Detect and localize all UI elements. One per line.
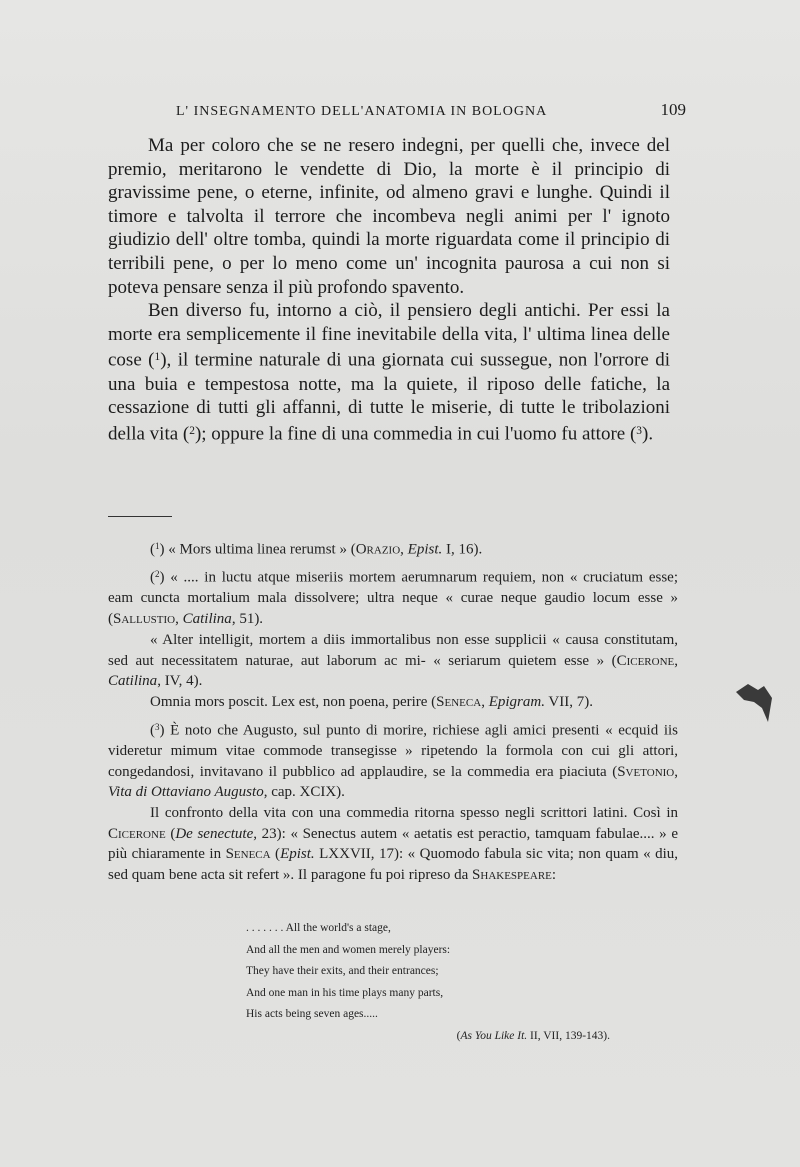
paragraph-2: Ben diverso fu, intorno a ciò, il pensiero degli antichi. Per essi la morte era semplicemente il fine inevitabile della vita, l' ultima linea delle cose ($^1$), il termine naturale di una giornata cui sussegue, non l'orrore di una buia e tempestosa notte, ma la quiete, il riposo delle fatiche, la cessazione di tutti gli affanni, di tutte le miserie, di tutte le tribolazioni della vita ($^2$); oppure la fine di una commedia in cui l'uomo fu attore ($^3$).: [108, 300, 671, 445]
page-number: 109: [660, 100, 686, 119]
poem-citation: (As You Like It. II, VII, 139-143).: [456, 1029, 610, 1042]
page-header: [176, 100, 686, 120]
poem-line: . . . . . . . All the world's a stage,: [246, 922, 391, 934]
footnote-2-cont-2: Omnia mors poscit. Lex est, non poena, perire (Seneca, Epigram. VII, 7).: [150, 693, 593, 710]
main-text: [108, 134, 670, 446]
footnote-3-cont: Il confronto della vita con una commedia ritorna spesso negli scrittori latini. Così in Cicerone (De senectute, 23): « Senectus autem « aetatis est peractio, tamquam fabulae.... » e più chiaramente in Seneca (Epist. LXXVII, 17): « Quomodo fabula sic vita; non quam « diu, sed quam bene acta sit refert ». Il paragone fu poi ripreso da Shakespeare:: [108, 804, 679, 884]
footnote-ref-1: 1: [154, 351, 161, 364]
footnote-2: ($^2$) « .... in luctu atque miseriis mortem aerumnarum requiem, non « cruciatum esse; eam cuncta mortalium mala dissolvere; ultra neque « curae neque gaudio locum esse » (Sallustio, Catilina, 51).: [108, 569, 678, 628]
footnote-ref-2: 2: [189, 424, 195, 437]
shakespeare-quotation: [246, 918, 616, 1047]
footnote-1: ($^1$) « Mors ultima linea rerumst » (Orazio, Epist. I, 16).: [150, 541, 483, 558]
footnote-3: ($^3$) È noto che Augusto, sul punto di morire, richiese agli amici presenti « ecquid iis videretur mimum vitae commode transegisse » ripetendo la formola con cui gli attori, congedandosi, invitavano il pubblico ad applaudire, se la commedia era piaciuta (Svetonio, Vita di Ottaviano Augusto, cap. XCIX).: [108, 721, 678, 801]
footnote-2-cont-1: « Alter intelligit, mortem a diis immortalibus non esse supplicii « causa constitutam, sed aut necessitatem naturae, aut laborum ac mi- « seriarum quietem esse » (Cicerone, Catilina, IV, 4).: [108, 631, 678, 690]
footnotes: [108, 536, 678, 886]
poem-line: And one man in his time plays many parts,: [246, 986, 444, 999]
poem-line: His acts being seven ages.....: [246, 1008, 378, 1020]
poem-line: And all the men and women merely players:: [246, 943, 451, 956]
paragraph-1: Ma per coloro che se ne resero indegni, per quelli che, invece del premio, meritarono le vendette di Dio, la morte è il principio di gravissime pene, o eterne, infinite, od almeno gravi e lunghe. Quindi il timore e talvolta il terrore che incombeva negli animi per l' ignoto giudizio dell' oltre tomba, quindi la morte riguardata come il principio di terribili pene, o per lo meno come un' incognita paurosa a cui non si poteva pensare senza il più profondo spavento.: [108, 135, 670, 298]
footnote-separator: [108, 516, 172, 517]
ink-smudge-mark: [734, 678, 774, 724]
footnote-ref-3: 3: [636, 424, 642, 437]
running-head: L' INSEGNAMENTO DELL'ANATOMIA IN BOLOGNA: [176, 104, 548, 119]
poem-line: They have their exits, and their entrances;: [246, 965, 439, 977]
